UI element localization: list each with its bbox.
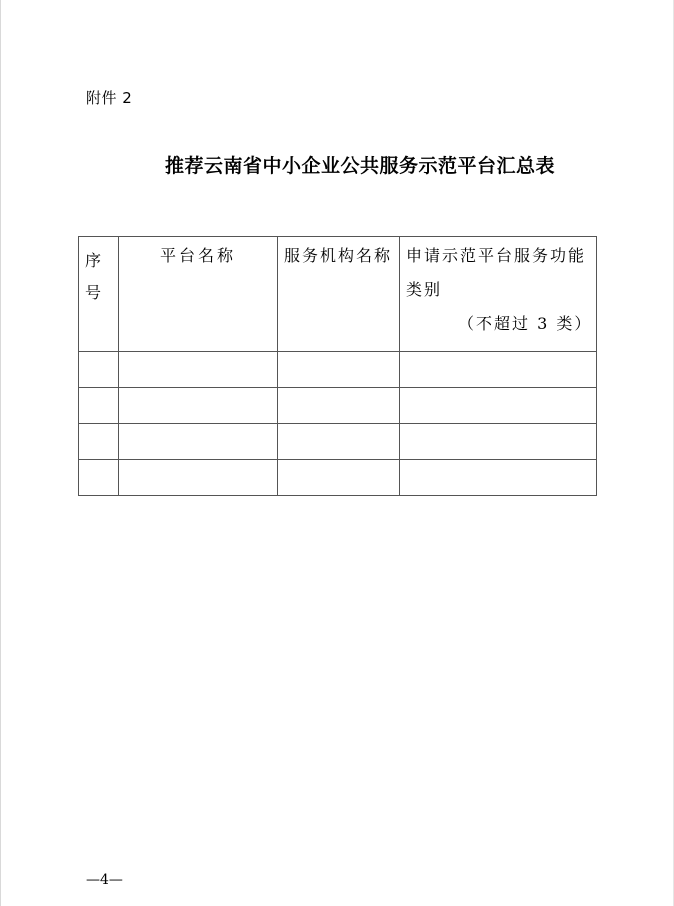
table-row — [79, 388, 597, 424]
cell-index[interactable] — [79, 460, 119, 496]
header-function-line2: 类别 — [406, 280, 443, 299]
table-header-row — [79, 237, 597, 352]
cell-index[interactable] — [79, 388, 119, 424]
cell-service-function[interactable] — [400, 352, 597, 388]
header-function-note: （不超过 3 类） — [458, 314, 593, 333]
cell-platform-name[interactable] — [119, 388, 278, 424]
cell-org-name[interactable] — [278, 352, 400, 388]
cell-index[interactable] — [79, 352, 119, 388]
cell-service-function[interactable] — [400, 424, 597, 460]
header-index-char: 序 — [85, 251, 102, 270]
cell-platform-name[interactable] — [119, 424, 278, 460]
cell-platform-name[interactable] — [119, 460, 278, 496]
cell-service-function[interactable] — [400, 460, 597, 496]
header-function-line1: 申请示范平台服务功能 — [406, 246, 587, 265]
cell-service-function[interactable] — [400, 388, 597, 424]
cell-index[interactable] — [79, 424, 119, 460]
summary-table — [78, 236, 597, 496]
cell-org-name[interactable] — [278, 388, 400, 424]
table-row — [79, 460, 597, 496]
attachment-label: 附件 2 — [86, 89, 133, 107]
header-org-name: 服务机构名称 — [278, 237, 400, 352]
page-edge-left — [0, 0, 1, 906]
header-index-char: 号 — [85, 283, 102, 302]
table-row — [79, 352, 597, 388]
header-service-function — [400, 237, 597, 352]
document-title: 推荐云南省中小企业公共服务示范平台汇总表 — [164, 155, 555, 177]
page-number: —4— — [86, 872, 123, 888]
cell-platform-name[interactable] — [119, 352, 278, 388]
header-platform-name: 平台名称 — [119, 237, 278, 352]
table-row — [79, 424, 597, 460]
cell-org-name[interactable] — [278, 460, 400, 496]
cell-org-name[interactable] — [278, 424, 400, 460]
header-index — [79, 237, 119, 352]
